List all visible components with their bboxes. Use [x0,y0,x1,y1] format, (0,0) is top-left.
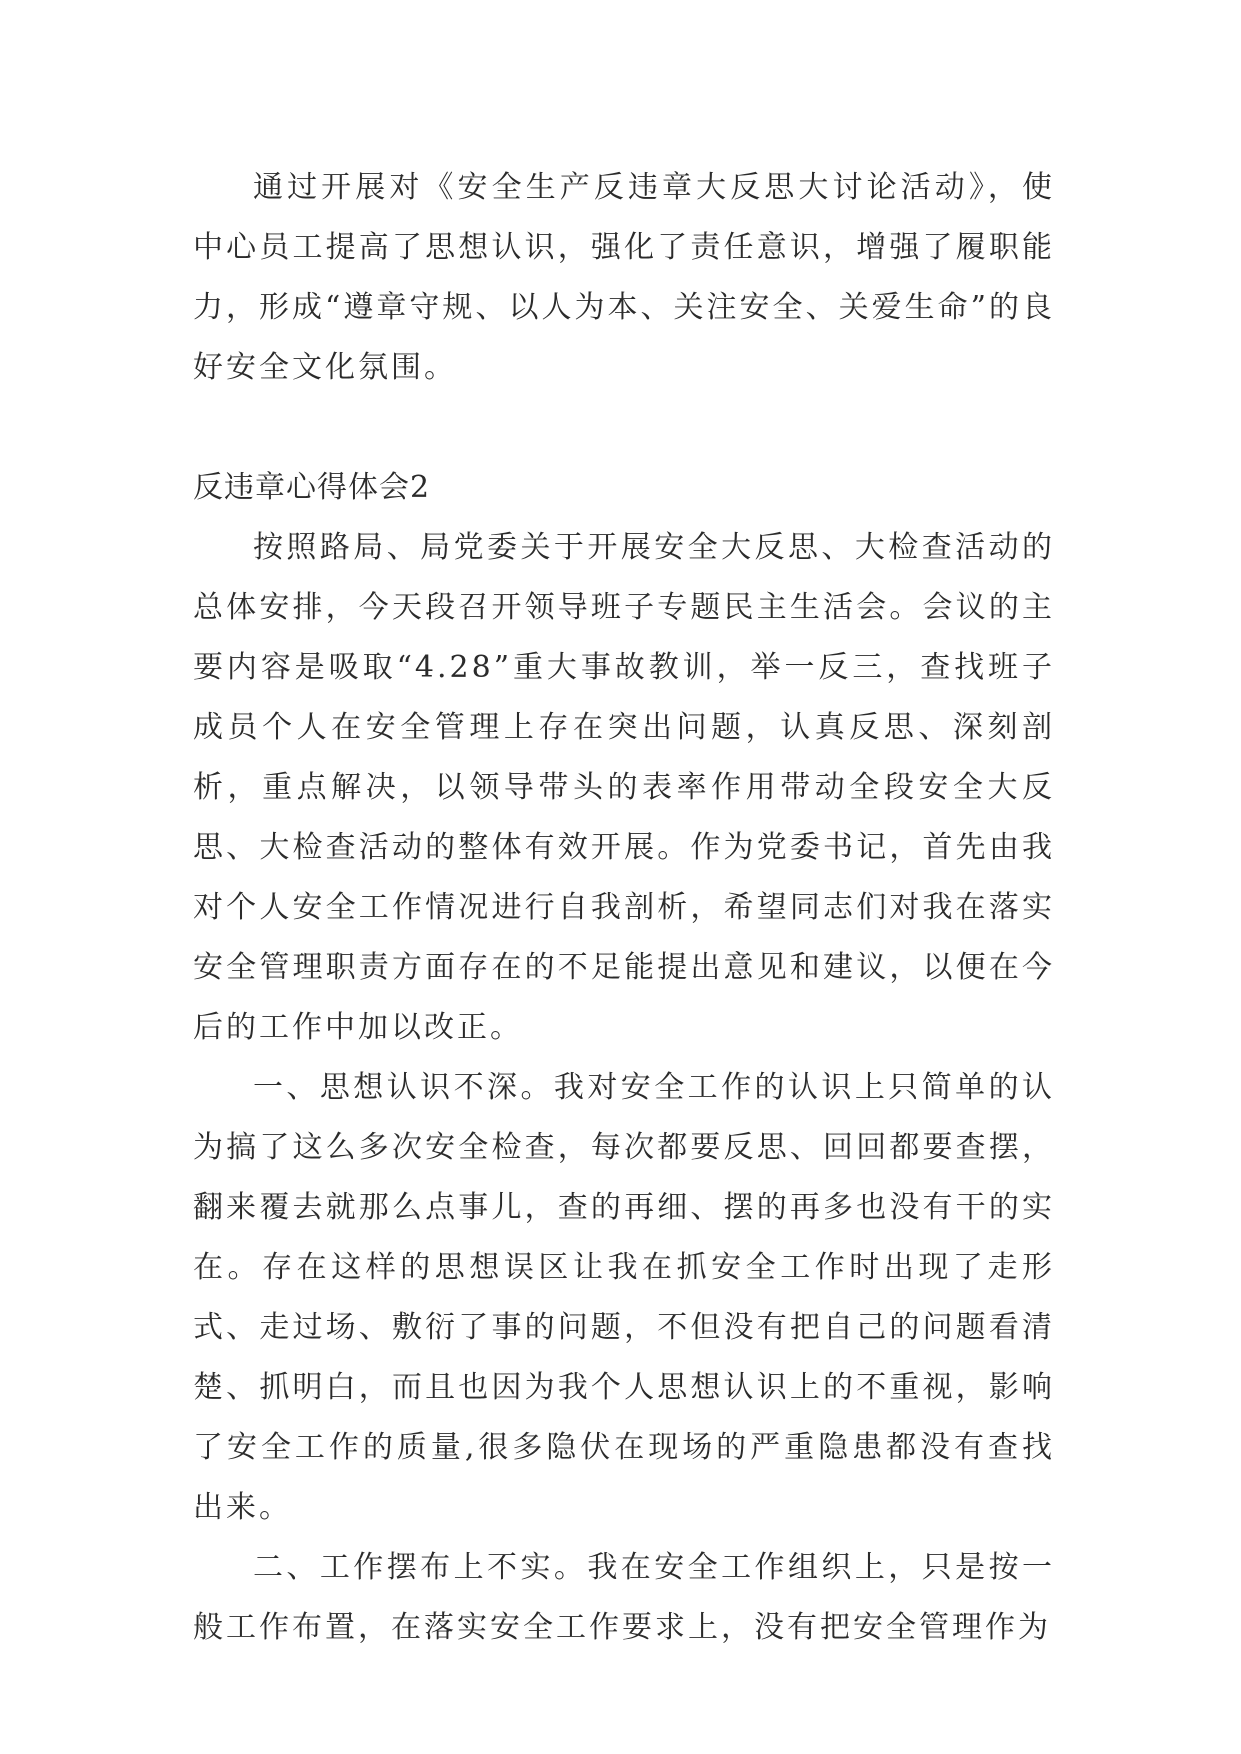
body-paragraph-3: 二、工作摆布上不实。我在安全工作组织上，只是按一般工作布置，在落实安全工作要求上，没有把安全管理作为 [193,1550,1055,1645]
body-paragraph-2: 一、思想认识不深。我对安全工作的认识上只简单的认为搞了这么多次安全检查，每次都要反思、回回都要查摆，翻来覆去就那么点事儿，查的再细、摆的再多也没有干的实在。存在这样的思想误区让我在抓安全工作时出现了走形式、走过场、敷衍了事的问题，不但没有把自己的问题看清楚、抓明白，而且也因为我个人思想认识上的不重视，影响了安全工作的质量,很多隐伏在现场的严重隐患都没有查找出来。 [193,1070,1055,1525]
intro-paragraph: 通过开展对《安全生产反违章大反思大讨论活动》，使中心员工提高了思想认识，强化了责任意识，增强了履职能力，形成“遵章守规、以人为本、关注安全、关爱生命”的良好安全文化氛围。 [193,170,1055,385]
document-body [193,158,1055,1658]
body-paragraph-1: 按照路局、局党委关于开展安全大反思、大检查活动的总体安排，今天段召开领导班子专题民主生活会。会议的主要内容是吸取“4.28”重大事故教训，举一反三，查找班子成员个人在安全管理上存在突出问题，认真反思、深刻剖析，重点解决，以领导带头的表率作用带动全段安全大反思、大检查活动的整体有效开展。作为党委书记，首先由我对个人安全工作情况进行自我剖析，希望同志们对我在落实安全管理职责方面存在的不足能提出意见和建议，以便在今后的工作中加以改正。 [193,530,1055,1045]
section-heading: 反违章心得体会2 [193,470,431,505]
